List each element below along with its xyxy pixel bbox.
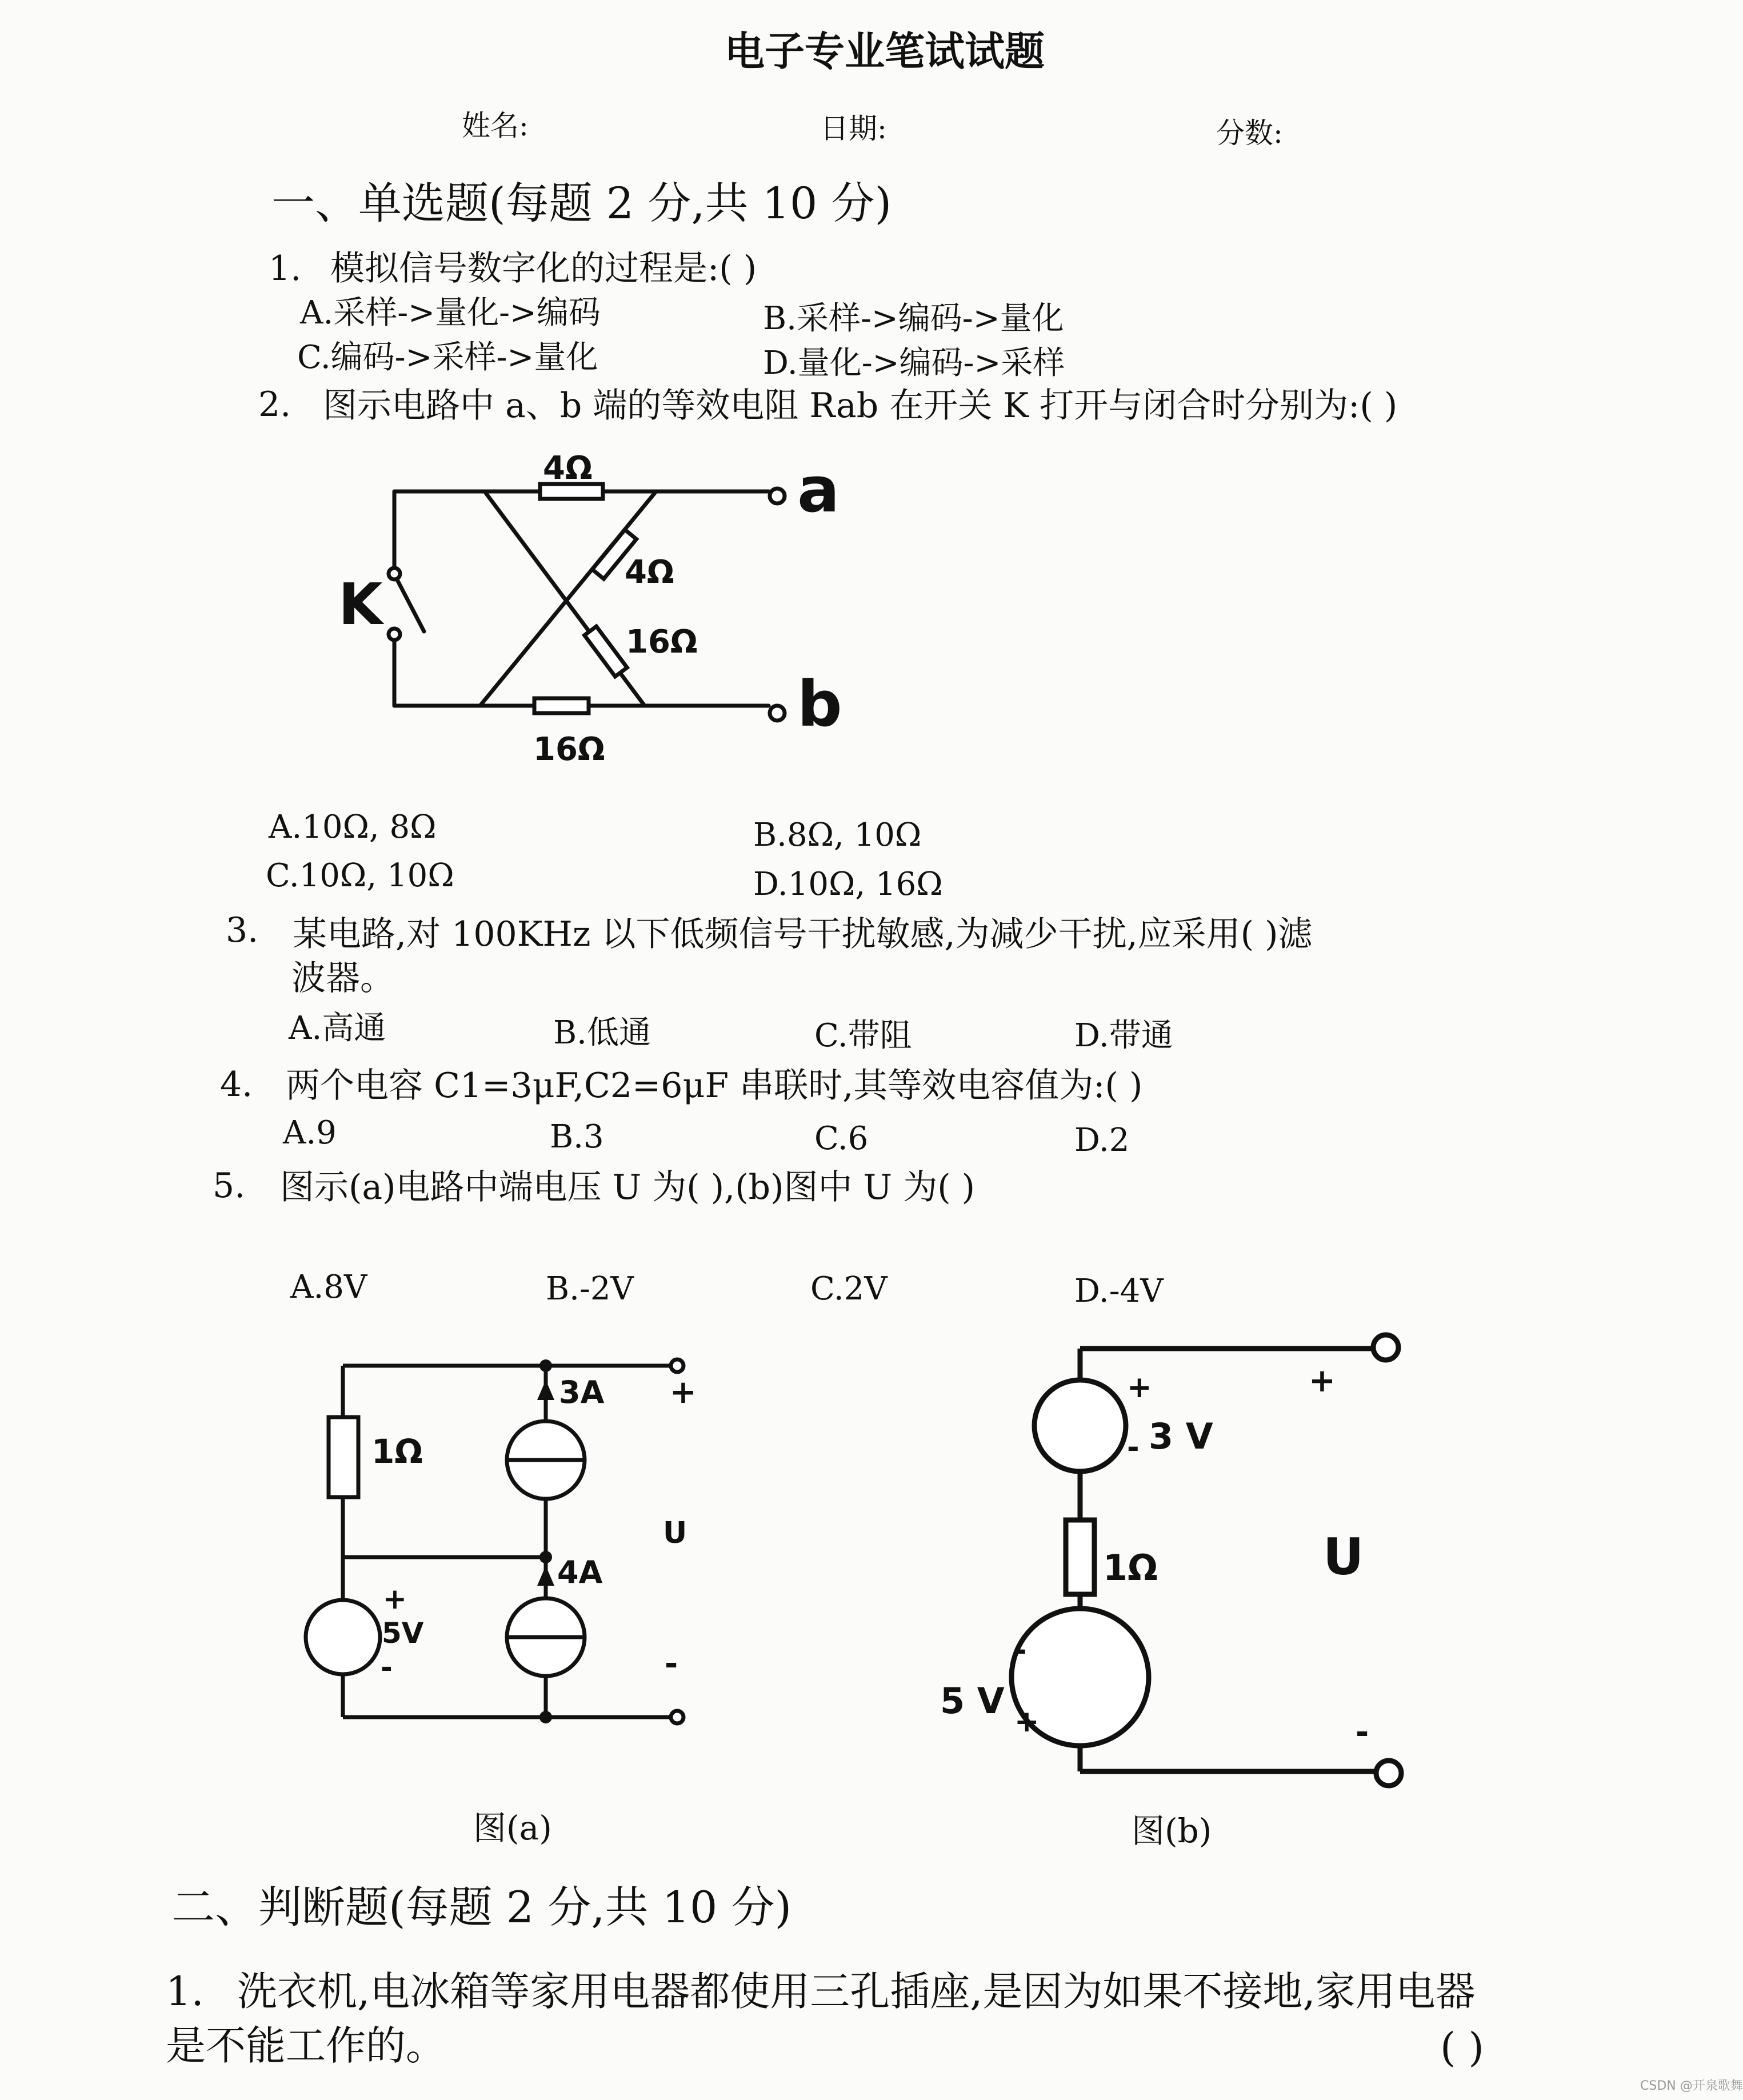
- q1-option-c: C.编码->采样->量化: [297, 339, 598, 376]
- q2-number: 2.: [258, 385, 291, 425]
- q1-option-d: D.量化->编码->采样: [763, 345, 1065, 382]
- q4-option-a: A.9: [283, 1114, 337, 1151]
- q1-option-b: B.采样->编码->量化: [763, 300, 1064, 337]
- label-r-top: 4Ω: [543, 450, 593, 487]
- q1-option-a: A.采样->量化->编码: [300, 294, 601, 331]
- q5-option-b: B.-2V: [546, 1270, 634, 1307]
- label-4a: 4A: [557, 1554, 603, 1590]
- label-1ohm-b: 1Ω: [1103, 1547, 1158, 1589]
- q5-number: 5.: [213, 1166, 246, 1206]
- label-r-diag1: 4Ω: [625, 554, 674, 591]
- q5-option-d: D.-4V: [1074, 1273, 1164, 1310]
- q2-option-c: C.10Ω, 10Ω: [266, 857, 454, 894]
- fig-a-caption: 图(a): [473, 1809, 552, 1847]
- q2-option-b: B.8Ω, 10Ω: [753, 817, 922, 854]
- q2-text: 图示电路中 a、b 端的等效电阻 Rab 在开关 K 打开与闭合时分别为:( ): [323, 386, 1398, 426]
- score-label: 分数:: [1216, 117, 1283, 150]
- label-3v-minus: -: [1127, 1430, 1140, 1465]
- label-terminal-b: b: [797, 667, 842, 741]
- q3-number: 3.: [226, 910, 259, 950]
- q5-option-c: C.2V: [810, 1270, 888, 1307]
- fig-b-caption: 图(b): [1132, 1811, 1212, 1850]
- label-5v: 5V: [382, 1617, 424, 1650]
- s2-q1-answer-blank: ( ): [1440, 2024, 1484, 2071]
- label-r-diag2: 16Ω: [626, 623, 698, 661]
- q4-option-c: C.6: [814, 1120, 869, 1157]
- label-3v-plus: +: [1127, 1370, 1152, 1405]
- q5-text: 图示(a)电路中端电压 U 为( ),(b)图中 U 为( ): [280, 1167, 976, 1207]
- label-plus-a: +: [670, 1374, 697, 1411]
- q3-option-b: B.低通: [553, 1014, 651, 1051]
- label-terminal-a: a: [797, 453, 840, 526]
- q1-text: 模拟信号数字化的过程是:( ): [330, 249, 757, 289]
- label-5v-plus-b: +: [1014, 1705, 1040, 1739]
- resistor-1ohm-b: [1066, 1520, 1094, 1594]
- voltage-source-3v: [1034, 1380, 1126, 1471]
- label-u-a: U: [663, 1516, 687, 1550]
- q3-option-d: D.带通: [1074, 1017, 1173, 1054]
- label-1ohm-a: 1Ω: [371, 1432, 423, 1471]
- q3-text-line1: 某电路,对 100KHz 以下低频信号干扰敏感,为减少干扰,应采用( )滤: [293, 914, 1313, 954]
- s2-q1-number: 1.: [166, 1968, 204, 2015]
- label-3v: 3 V: [1149, 1415, 1213, 1457]
- q2-option-a: A.10Ω, 8Ω: [269, 809, 437, 846]
- q5-option-a: A.8V: [290, 1269, 367, 1306]
- q3-text-line2: 波器。: [291, 958, 394, 998]
- s2-q1-text-line1: 洗衣机,电冰箱等家用电器都使用三孔插座,是因为如果不接地,家用电器: [237, 1968, 1476, 2015]
- label-5v-minus: -: [381, 1651, 393, 1684]
- section2-heading: 二、判断题(每题 2 分,共 10 分): [171, 1882, 792, 1933]
- q3-option-c: C.带阻: [814, 1017, 912, 1054]
- date-label: 日期:: [820, 112, 887, 145]
- terminal-minus-b: [1376, 1761, 1401, 1786]
- q3-option-a: A.高通: [289, 1010, 386, 1047]
- terminal-plus-b: [1373, 1335, 1398, 1360]
- q1-number: 1.: [269, 249, 302, 289]
- label-minus-b: -: [1356, 1714, 1369, 1751]
- label-r-bottom: 16Ω: [533, 731, 605, 768]
- label-u-b: U: [1323, 1527, 1364, 1586]
- q4-option-d: D.2: [1074, 1122, 1130, 1159]
- q2-option-d: D.10Ω, 16Ω: [753, 866, 943, 903]
- label-5v-b: 5 V: [940, 1680, 1005, 1722]
- label-minus-a: -: [665, 1645, 678, 1682]
- label-switch-k: K: [338, 571, 383, 638]
- label-5v-plus: +: [383, 1582, 407, 1615]
- watermark: CSDN @开泉歌舞: [1640, 2079, 1743, 2093]
- q4-text: 两个电容 C1=3μF,C2=6μF 串联时,其等效电容值为:( ): [286, 1066, 1143, 1106]
- label-3a: 3A: [559, 1374, 605, 1410]
- s2-q1-text-line2: 是不能工作的。: [166, 2022, 446, 2069]
- label-5v-minus-b: -: [1014, 1633, 1027, 1667]
- name-label: 姓名:: [462, 109, 529, 142]
- section1-heading: 一、单选题(每题 2 分,共 10 分): [271, 178, 892, 229]
- q4-option-b: B.3: [550, 1118, 604, 1155]
- q4-number: 4.: [220, 1065, 253, 1105]
- page-title: 电子专业笔试试题: [725, 28, 1045, 75]
- label-plus-b: +: [1309, 1362, 1336, 1399]
